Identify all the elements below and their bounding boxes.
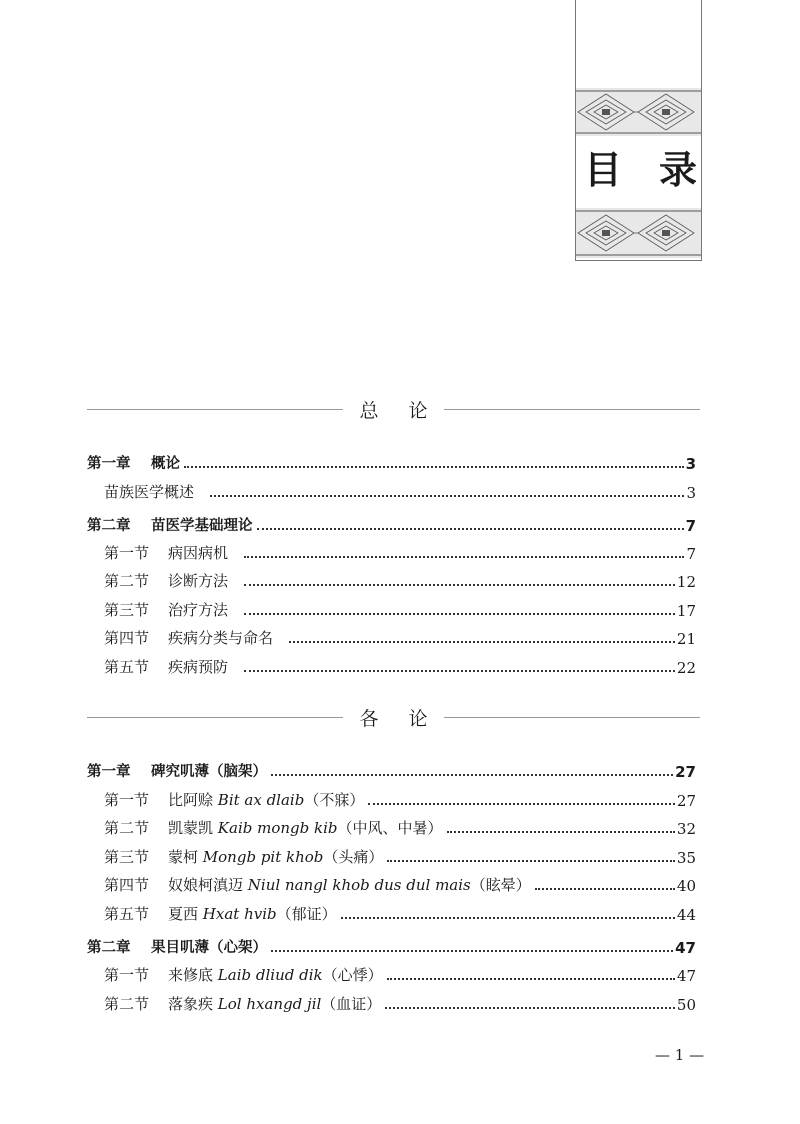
toc-entry[interactable] <box>104 624 696 648</box>
toc-page: 7 <box>686 545 696 563</box>
toc-title: 病因病机 <box>168 544 229 562</box>
toc-title <box>168 817 443 838</box>
toc-title: 概论 <box>151 456 180 472</box>
toc-entry[interactable] <box>104 814 696 838</box>
toc-number: 第二节 <box>104 819 150 837</box>
title-miao: Laib dliud dik <box>217 966 323 984</box>
title-banner <box>575 0 702 261</box>
heading-rule-right <box>444 409 700 410</box>
toc-number: 第一章 <box>87 456 131 472</box>
toc-entry[interactable] <box>104 478 696 502</box>
toc-number: 第一节 <box>104 966 150 984</box>
title-note: （血证） <box>321 995 382 1013</box>
leader-dots <box>271 774 673 776</box>
toc-number: 第二章 <box>87 940 131 956</box>
toc-page: 21 <box>676 630 696 648</box>
title-cn: 凯蒙凯 <box>168 819 214 837</box>
title-char-2: 录 <box>659 148 698 192</box>
toc-number: 第二节 <box>104 572 150 590</box>
toc-chapter[interactable] <box>87 757 696 781</box>
toc-entry[interactable] <box>104 871 696 895</box>
toc-title: 碑究叽薄（脑架） <box>151 764 267 780</box>
toc-number: 第二节 <box>104 995 150 1013</box>
heading-rule-right <box>444 717 700 718</box>
toc-title <box>168 964 383 985</box>
toc-title <box>168 874 531 895</box>
toc-title: 苗医学基础理论 <box>151 518 253 534</box>
toc-page: 3 <box>685 455 696 473</box>
toc-page: 47 <box>676 967 696 985</box>
title-note: （不寐） <box>304 791 365 809</box>
leader-dots <box>387 978 675 980</box>
toc-title: 治疗方法 <box>168 601 229 619</box>
toc-number: 第一章 <box>87 764 131 780</box>
title-cn: 比阿赊 <box>168 791 214 809</box>
title-cn: 夏西 <box>168 905 199 923</box>
toc-title <box>168 846 383 867</box>
title-miao: Mongb pit khob <box>202 848 324 866</box>
toc-title: 疾病分类与命名 <box>168 629 274 647</box>
toc-title: 疾病预防 <box>168 658 229 676</box>
toc-page: 50 <box>676 996 696 1014</box>
toc-number: 第三节 <box>104 848 150 866</box>
toc-title: 诊断方法 <box>168 572 229 590</box>
toc-page: 44 <box>676 906 696 924</box>
toc-page: 7 <box>685 517 696 535</box>
heading-rule-left <box>87 717 343 718</box>
toc-chapter[interactable] <box>87 511 696 535</box>
title-miao: Kaib mongb kib <box>217 819 338 837</box>
toc-chapter[interactable] <box>87 449 696 473</box>
leader-dots <box>447 831 675 833</box>
toc-entry[interactable] <box>104 843 696 867</box>
title-miao: Niul nangl khob dus dul mais <box>247 876 471 894</box>
section-heading-general <box>87 394 700 424</box>
section-heading-specific <box>87 702 700 732</box>
page-number: — 1 — <box>655 1046 705 1064</box>
leader-dots <box>271 950 673 952</box>
leader-dots <box>210 495 684 497</box>
leader-dots <box>535 888 675 890</box>
toc-entry[interactable] <box>104 990 696 1014</box>
toc-entry[interactable] <box>104 961 696 985</box>
title-miao: Lol hxangd jil <box>217 995 322 1013</box>
toc-page: 35 <box>676 849 696 867</box>
title-miao: Bit ax dlaib <box>217 791 305 809</box>
title-cn: 来修底 <box>168 966 214 984</box>
leader-dots <box>341 917 675 919</box>
ornament-band-bottom <box>576 208 701 258</box>
title-note: （心悸） <box>322 966 383 984</box>
title-char-1: 目 <box>584 148 623 192</box>
ornament-band-top <box>576 88 701 136</box>
toc-page: 32 <box>676 820 696 838</box>
toc-entry[interactable] <box>104 653 696 677</box>
leader-dots <box>289 641 675 643</box>
toc-entry[interactable] <box>104 786 696 810</box>
leader-dots <box>244 670 675 672</box>
toc-page: 40 <box>676 877 696 895</box>
title-miao: Hxat hvib <box>202 905 277 923</box>
toc-entry[interactable] <box>104 900 696 924</box>
toc-number: 第五节 <box>104 905 150 923</box>
leader-dots <box>244 556 684 558</box>
toc-number: 第一节 <box>104 544 150 562</box>
toc-number: 第五节 <box>104 658 150 676</box>
toc-page: 12 <box>676 573 696 591</box>
toc-title <box>168 789 364 810</box>
toc-page: 3 <box>686 484 696 502</box>
toc-page: 47 <box>675 939 696 957</box>
toc-page: 22 <box>676 659 696 677</box>
title-cn: 蒙柯 <box>168 848 199 866</box>
leader-dots <box>368 803 675 805</box>
toc-page: 27 <box>676 792 696 810</box>
leader-dots <box>184 466 684 468</box>
leader-dots <box>244 584 675 586</box>
toc-title: 苗族医学概述 <box>104 483 195 501</box>
toc-number: 第四节 <box>104 629 150 647</box>
leader-dots <box>385 1007 675 1009</box>
toc-page: 27 <box>675 763 696 781</box>
toc-number: 第一节 <box>104 791 150 809</box>
toc-number: 第二章 <box>87 518 131 534</box>
toc-title: 果目叽薄（心架） <box>151 940 267 956</box>
toc-entry[interactable] <box>104 596 696 620</box>
toc-chapter[interactable] <box>87 933 696 957</box>
leader-dots <box>244 613 675 615</box>
toc-title <box>168 993 381 1014</box>
toc-number: 第四节 <box>104 876 150 894</box>
title-cn: 奴娘柯滇迈 <box>168 876 244 894</box>
toc-entry[interactable] <box>104 567 696 591</box>
toc-title <box>168 903 337 924</box>
toc-page: 17 <box>676 602 696 620</box>
title-cn: 落象疾 <box>168 995 214 1013</box>
section-title: 总 论 <box>359 399 440 422</box>
title-note: （头痛） <box>323 848 384 866</box>
toc-number: 第三节 <box>104 601 150 619</box>
leader-dots <box>257 528 684 530</box>
title-note: （眩晕） <box>470 876 531 894</box>
toc-entry[interactable] <box>104 539 696 563</box>
section-title: 各 论 <box>359 707 440 730</box>
heading-rule-left <box>87 409 343 410</box>
title-note: （中风、中暑） <box>337 819 443 837</box>
title-note: （郁证） <box>276 905 337 923</box>
leader-dots <box>387 860 674 862</box>
